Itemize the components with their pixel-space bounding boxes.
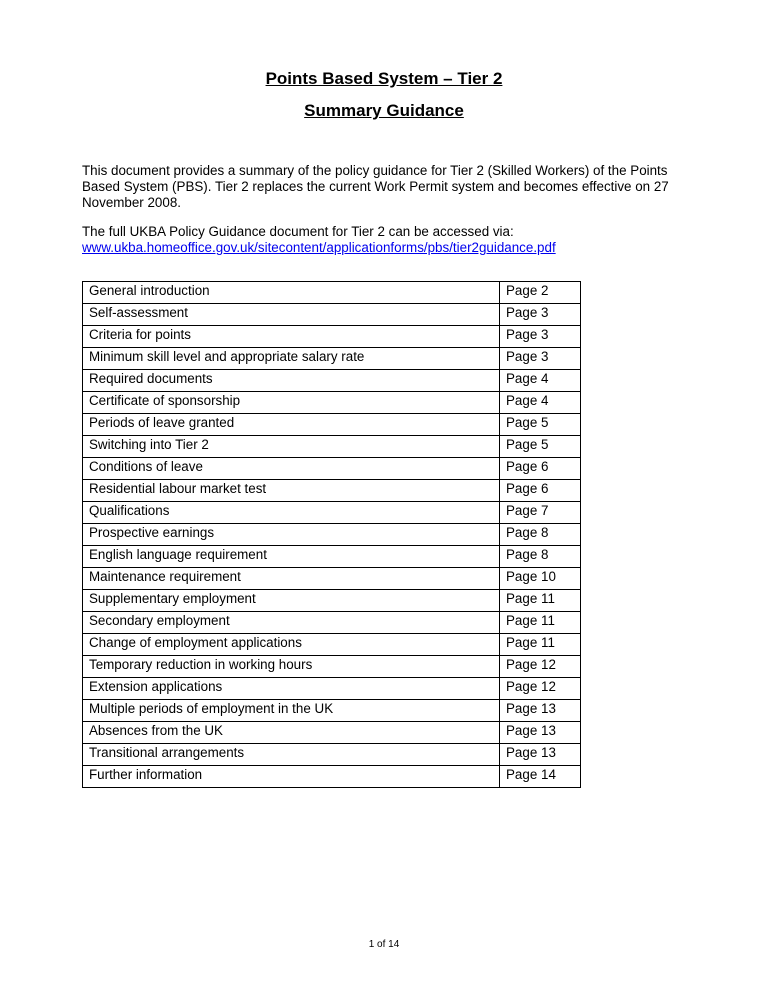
- contents-topic: Periods of leave granted: [83, 414, 500, 436]
- contents-topic: Change of employment applications: [83, 634, 500, 656]
- contents-topic: Absences from the UK: [83, 722, 500, 744]
- contents-topic: Required documents: [83, 370, 500, 392]
- contents-topic: Supplementary employment: [83, 590, 500, 612]
- contents-topic: Criteria for points: [83, 326, 500, 348]
- table-row: [83, 282, 581, 304]
- contents-page-ref: Page 7: [500, 502, 581, 524]
- table-row: [83, 436, 581, 458]
- contents-page-ref: Page 14: [500, 766, 581, 788]
- contents-page-ref: Page 12: [500, 678, 581, 700]
- table-row: [83, 392, 581, 414]
- table-row: [83, 502, 581, 524]
- table-row: [83, 370, 581, 392]
- intro-paragraph: This document provides a summary of the policy guidance for Tier 2 (Skilled Workers) of the Points Based System (PBS). Tier 2 replaces the current Work Permit system and becomes effective on 27 November 2008.: [82, 163, 669, 210]
- contents-topic: Secondary employment: [83, 612, 500, 634]
- table-row: [83, 304, 581, 326]
- contents-page-ref: Page 13: [500, 700, 581, 722]
- contents-topic: Transitional arrangements: [83, 744, 500, 766]
- contents-page-ref: Page 5: [500, 436, 581, 458]
- contents-topic: Conditions of leave: [83, 458, 500, 480]
- table-row: [83, 744, 581, 766]
- contents-table-body: [83, 282, 581, 788]
- contents-page-ref: Page 13: [500, 722, 581, 744]
- table-row: [83, 326, 581, 348]
- table-row: [83, 590, 581, 612]
- table-row: [83, 458, 581, 480]
- table-row: [83, 480, 581, 502]
- table-row: [83, 700, 581, 722]
- contents-page-ref: Page 8: [500, 524, 581, 546]
- access-text: The full UKBA Policy Guidance document for Tier 2 can be accessed via:: [82, 224, 514, 239]
- contents-topic: Self-assessment: [83, 304, 500, 326]
- table-row: [83, 568, 581, 590]
- contents-topic: Certificate of sponsorship: [83, 392, 500, 414]
- page-title: Points Based System – Tier 2: [265, 69, 503, 88]
- contents-topic: Qualifications: [83, 502, 500, 524]
- contents-page-ref: Page 10: [500, 568, 581, 590]
- contents-table: [82, 281, 581, 788]
- table-row: [83, 656, 581, 678]
- contents-topic: English language requirement: [83, 546, 500, 568]
- table-row: [83, 414, 581, 436]
- contents-page-ref: Page 3: [500, 304, 581, 326]
- contents-page-ref: Page 13: [500, 744, 581, 766]
- contents-topic: Extension applications: [83, 678, 500, 700]
- contents-topic: Maintenance requirement: [83, 568, 500, 590]
- contents-page-ref: Page 6: [500, 458, 581, 480]
- contents-topic: Temporary reduction in working hours: [83, 656, 500, 678]
- contents-page-ref: Page 3: [500, 326, 581, 348]
- contents-page-ref: Page 5: [500, 414, 581, 436]
- contents-topic: Residential labour market test: [83, 480, 500, 502]
- contents-page-ref: Page 4: [500, 392, 581, 414]
- contents-page-ref: Page 4: [500, 370, 581, 392]
- table-row: [83, 524, 581, 546]
- table-row: [83, 722, 581, 744]
- contents-topic: Multiple periods of employment in the UK: [83, 700, 500, 722]
- contents-page-ref: Page 6: [500, 480, 581, 502]
- guidance-link[interactable]: www.ukba.homeoffice.gov.uk/sitecontent/applicationforms/pbs/tier2guidance.pdf: [82, 240, 556, 255]
- contents-page-ref: Page 11: [500, 612, 581, 634]
- contents-page-ref: Page 2: [500, 282, 581, 304]
- page-number: 1 of 14: [368, 939, 400, 950]
- contents-page-ref: Page 11: [500, 590, 581, 612]
- table-row: [83, 678, 581, 700]
- contents-topic: Minimum skill level and appropriate salary rate: [83, 348, 500, 370]
- contents-page-ref: Page 11: [500, 634, 581, 656]
- contents-topic: General introduction: [83, 282, 500, 304]
- table-row: [83, 766, 581, 788]
- contents-topic: Prospective earnings: [83, 524, 500, 546]
- contents-page-ref: Page 3: [500, 348, 581, 370]
- contents-page-ref: Page 8: [500, 546, 581, 568]
- page-subtitle: Summary Guidance: [304, 101, 464, 120]
- contents-page-ref: Page 12: [500, 656, 581, 678]
- table-row: [83, 348, 581, 370]
- table-row: [83, 634, 581, 656]
- table-row: [83, 546, 581, 568]
- access-paragraph: [82, 224, 682, 256]
- contents-topic: Switching into Tier 2: [83, 436, 500, 458]
- contents-topic: Further information: [83, 766, 500, 788]
- table-row: [83, 612, 581, 634]
